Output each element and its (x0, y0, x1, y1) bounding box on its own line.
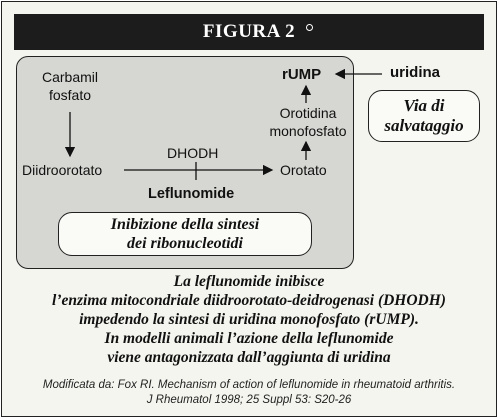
caption-line: La leflunomide inibisce (173, 273, 325, 290)
caption-line: viene antagonizzata dall’aggiunta di uridina (107, 349, 391, 366)
enzyme-label: DHODH (167, 145, 219, 161)
source-citation (10, 378, 488, 408)
inhibitor-label: Leflunomide (148, 186, 235, 202)
inhibition-line1: Inibizione della sintesi (110, 216, 260, 233)
node-carbamil-fosfato (34, 68, 106, 104)
node-uridina: uridina (390, 64, 441, 81)
source-line2: J Rheumatol 1998; 25 Suppl 53: S20-26 (146, 394, 352, 406)
caption-line: l’enzima mitocondriale diidroorotato-deidrogenasi (DHODH) (52, 292, 446, 309)
node-diidroorotato: Diidroorotato (22, 162, 103, 178)
salvage-pathway-box (368, 90, 480, 142)
salvage-line2: salvataggio (384, 116, 464, 135)
figure-title: FIGURA 2 (14, 14, 484, 50)
node-orotato: Orotato (280, 162, 327, 178)
source-line1: Modificata da: Fox RI. Mechanism of action of leflunomide in rheumatoid arthritis. (42, 379, 456, 391)
salvage-line1: Via di (403, 96, 445, 115)
inhibition-line2: dei ribonucleotidi (127, 235, 243, 252)
node-rump: rUMP (282, 66, 322, 83)
caption-line: In modelli animali l’azione della leflunomide (104, 330, 394, 347)
inhibition-box (58, 212, 312, 256)
node-orotidina-monofosfato (262, 104, 354, 140)
node-orotidina-line2: monofosfato (269, 123, 347, 139)
node-orotidina-line1: Orotidina (279, 105, 337, 121)
node-carbamil-line2: fosfato (48, 87, 92, 103)
node-carbamil-line1: Carbamil (41, 69, 98, 85)
caption-line: impedendo la sintesi di uridina monofosfato (rUMP). (79, 311, 419, 328)
figure-caption (10, 272, 488, 367)
